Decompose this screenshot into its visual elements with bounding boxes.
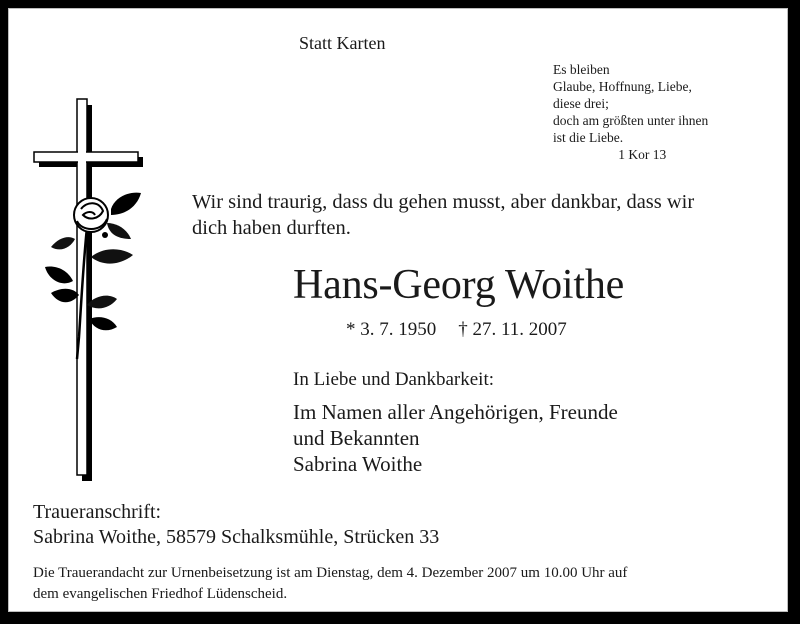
birth-date: * 3. 7. 1950 bbox=[346, 319, 437, 340]
intro-line: Wir sind traurig, dass du gehen musst, aber dankbar, dass wir bbox=[192, 191, 695, 213]
quote-line: doch am größten unter ihnen bbox=[553, 113, 709, 128]
deceased-name: Hans-Georg Woithe bbox=[293, 262, 625, 308]
signer-line: Im Namen aller Angehörigen, Freunde bbox=[293, 400, 618, 424]
cross-with-rose-icon bbox=[29, 97, 149, 482]
ceremony-line: dem evangelischen Friedhof Lüdenscheid. bbox=[33, 586, 288, 602]
quote-line: Es bleiben bbox=[553, 62, 610, 77]
signer-line: und Bekannten bbox=[293, 426, 420, 450]
ceremony-line: Die Trauerandacht zur Urnenbeisetzung ist am Dienstag, dem 4. Dezember 2007 um 10.00 Uhr auf bbox=[33, 565, 628, 581]
obituary-notice bbox=[8, 8, 788, 612]
bible-quote bbox=[553, 61, 708, 163]
life-dates bbox=[346, 319, 567, 341]
dedication-text: In Liebe und Dankbarkeit: bbox=[293, 369, 495, 390]
signers bbox=[293, 399, 618, 477]
quote-reference: 1 Kor 13 bbox=[618, 147, 667, 162]
header-statt-karten: Statt Karten bbox=[299, 33, 386, 53]
mourning-address: Sabrina Woithe, 58579 Schalksmühle, Strücken 33 bbox=[33, 526, 440, 548]
death-date: † 27. 11. 2007 bbox=[458, 319, 567, 340]
quote-line: ist die Liebe. bbox=[553, 130, 624, 145]
ceremony-info bbox=[33, 563, 627, 605]
intro-line: dich haben durften. bbox=[192, 217, 351, 239]
quote-line: Glaube, Hoffnung, Liebe, bbox=[553, 79, 692, 94]
signer-line: Sabrina Woithe bbox=[293, 452, 423, 476]
quote-line: diese drei; bbox=[553, 96, 609, 111]
intro-text bbox=[192, 189, 694, 241]
address-label: Traueranschrift: bbox=[33, 501, 162, 523]
